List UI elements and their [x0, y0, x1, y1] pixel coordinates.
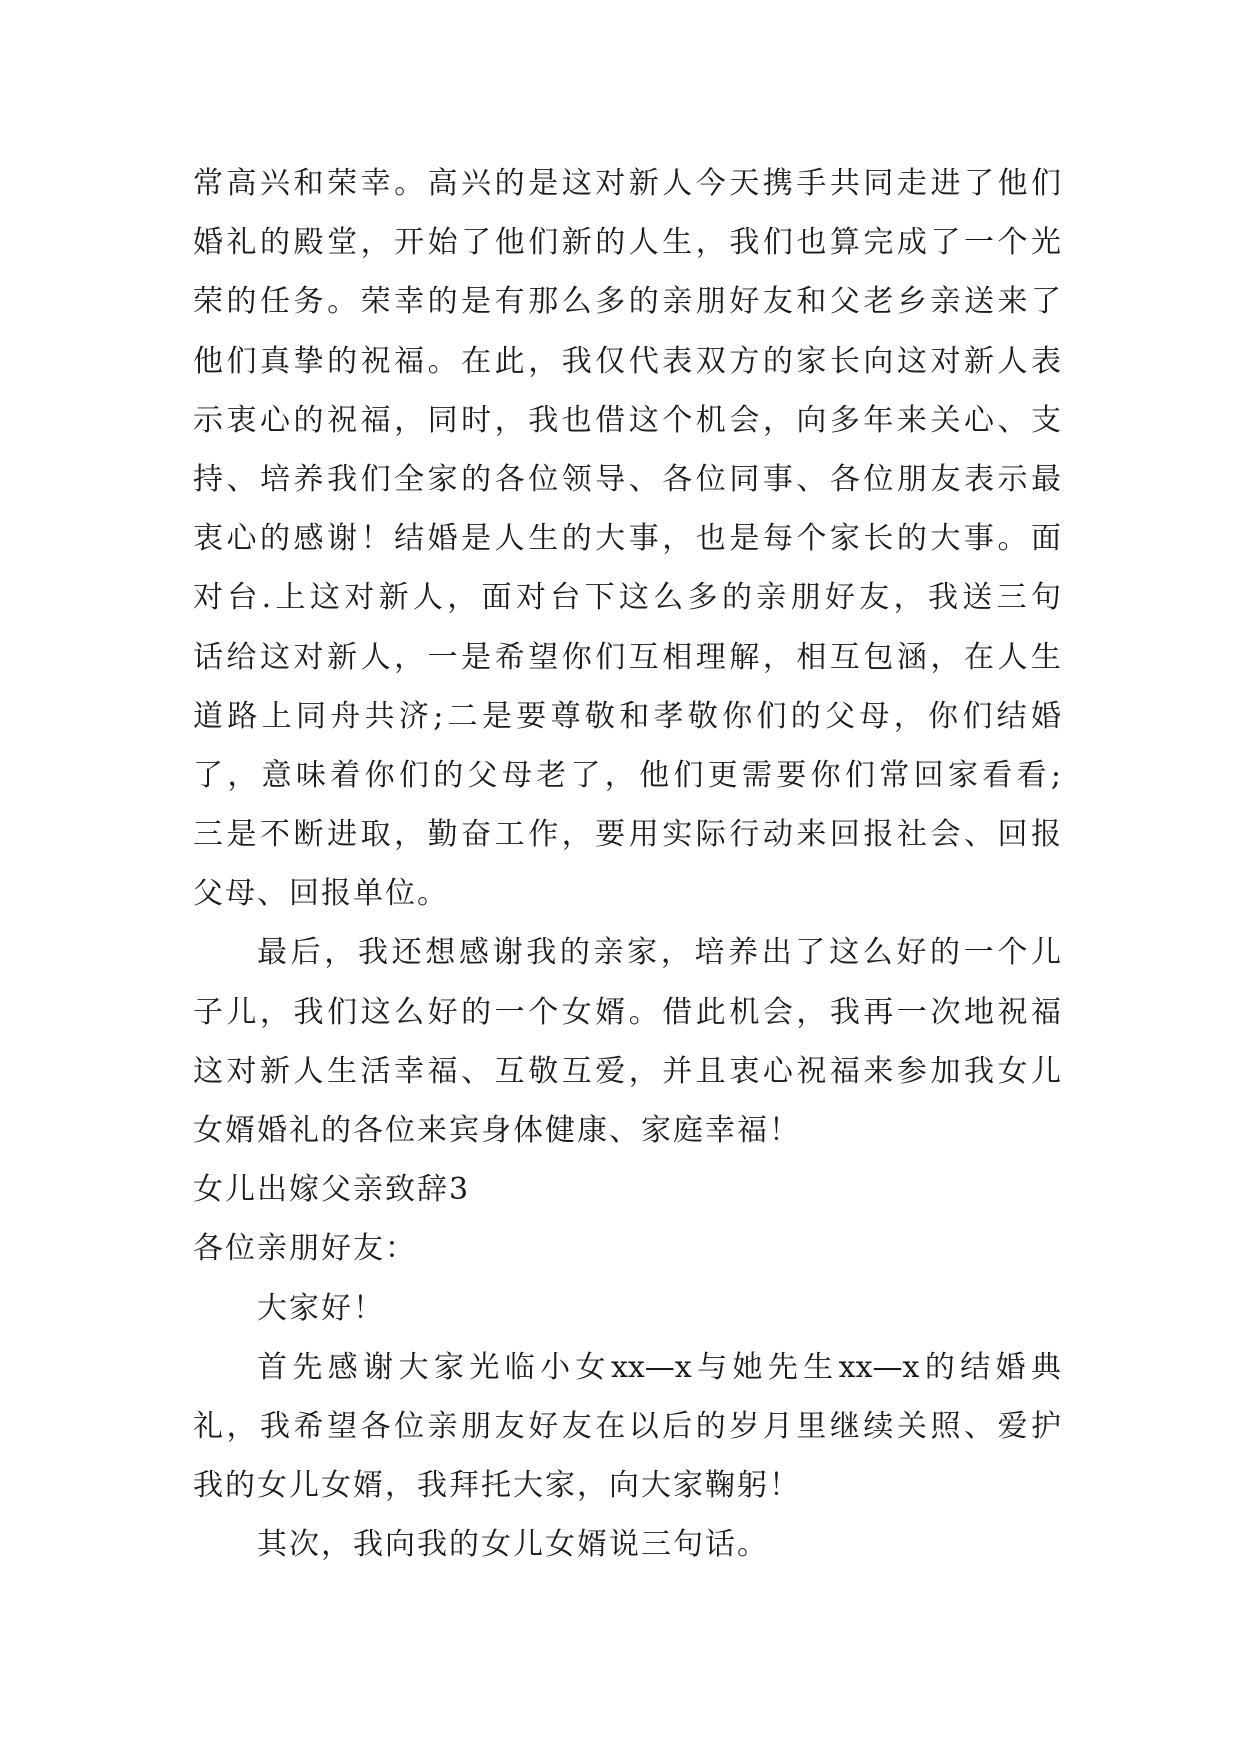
- text-line: 道路上同舟共济;二是要尊敬和孝敬你们的父母，你们结婚: [193, 698, 1061, 734]
- text-line: 礼，我希望各位亲朋友好友在以后的岁月里继续关照、爱护: [193, 1408, 1061, 1444]
- section-heading: 女儿出嫁父亲致辞3: [193, 1172, 471, 1208]
- text-line: 话给这对新人，一是希望你们互相理解，相互包涵，在人生: [193, 639, 1061, 675]
- text-line: 子儿，我们这么好的一个女婿。借此机会，我再一次地祝福: [193, 994, 1061, 1030]
- text-line: 衷心的感谢！结婚是人生的大事，也是每个家长的大事。面: [193, 521, 1061, 557]
- text-line: 示衷心的祝福，同时，我也借这个机会，向多年来关心、支: [193, 402, 1061, 438]
- text-line: 婚礼的殿堂，开始了他们新的人生，我们也算完成了一个光: [193, 225, 1061, 261]
- document-body: [193, 154, 1061, 1575]
- greeting: 大家好！: [257, 1290, 385, 1326]
- text-line: 常高兴和荣幸。高兴的是这对新人今天携手共同走进了他们: [193, 166, 1061, 201]
- text-line: 父母、回报单位。: [193, 876, 449, 912]
- text-line: 女婿婚礼的各位来宾身体健康、家庭幸福！: [193, 1113, 801, 1148]
- text-line: 最后，我还想感谢我的亲家，培养出了这么好的一个儿: [257, 935, 1061, 971]
- text-line: 荣的任务。荣幸的是有那么多的亲朋好友和父老乡亲送来了: [193, 284, 1061, 320]
- text-line: 他们真挚的祝福。在此，我仅代表双方的家长向这对新人表: [193, 343, 1061, 379]
- text-line: 这对新人生活幸福、互敬互爱，并且衷心祝福来参加我女儿: [193, 1053, 1061, 1089]
- text-line: 持、培养我们全家的各位领导、各位同事、各位朋友表示最: [193, 461, 1061, 497]
- text-line: 其次，我向我的女儿女婿说三句话。: [257, 1527, 769, 1563]
- text-line: 首先感谢大家光临小女xx—x与她先生xx—x的结婚典: [257, 1349, 1061, 1385]
- text-line: 三是不断进取，勤奋工作，要用实际行动来回报社会、回报: [193, 817, 1061, 853]
- text-line: 了，意味着你们的父母老了，他们更需要你们常回家看看;: [193, 757, 1061, 793]
- salutation: 各位亲朋好友：: [193, 1231, 417, 1267]
- text-line: 对台.上这对新人，面对台下这么多的亲朋好友，我送三句: [193, 580, 1061, 616]
- text-line: 我的女儿女婿，我拜托大家，向大家鞠躬！: [193, 1468, 801, 1504]
